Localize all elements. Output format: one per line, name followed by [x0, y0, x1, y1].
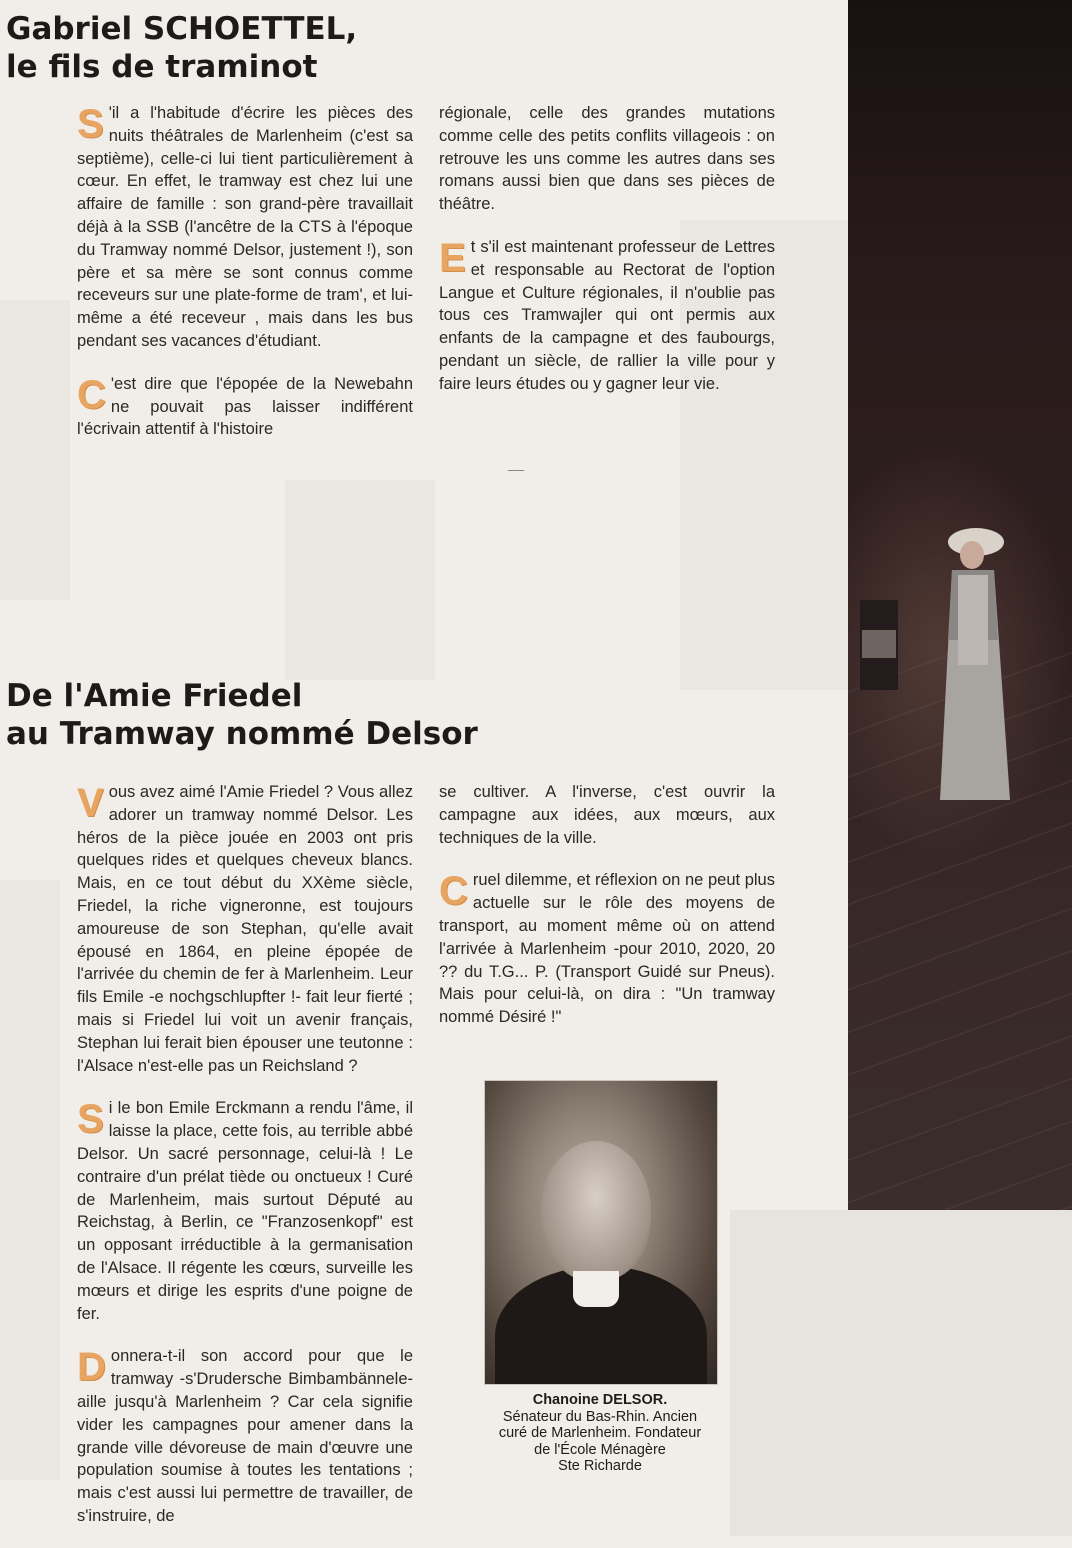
paragraph: se cultiver. A l'inverse, c'est ouvrir la campagne aux idées, aux mœurs, aux techniques de la ville. [439, 783, 775, 847]
portrait-collar [573, 1271, 619, 1307]
portrait-photo [484, 1080, 718, 1385]
article2-title-line2: au Tramway nommé Delsor [6, 716, 478, 752]
caption-line: Ste Richarde [558, 1458, 642, 1474]
paragraph: Et s'il est maintenant professeur de Lettres et responsable au Rectorat de l'option Langue et Culture régionales, il n'oublie pas tous ces Tramwajler qui ont permis aux enfants de la campagne et des faubourgs, pendant un siècle, de rallier la ville pour y faire leurs études ou y gagner leur vie. [439, 235, 775, 393]
paragraph: Vous avez aimé l'Amie Friedel ? Vous allez adorer un tramway nommé Delsor. Les héros de la pièce jouée en 2003 ont pris quelques rides et quelques cheveux blancs. Mais, en ce tout début du XXème siècle, Friedel, la riche vigneronne, est toujours amoureuse de son Stephan, qu'elle avait épousé en 1864, en pleine épopée de l'arrivée du chemin de fer à Marlenheim. Leur fils Emile -e nochgschlupfter !- fait leur fierté ; mais si Friedel lui voit un avenir français, Stephan lui ferait bien épouser une teutonne : l'Alsace n'est-elle pas un Reichsland ? [77, 781, 413, 1075]
article1-title-line2: le fils de traminot [6, 49, 318, 85]
article2-column-1 [77, 781, 413, 1548]
article1-title-line1: Gabriel SCHOETTEL, [6, 11, 358, 47]
article1-title [6, 10, 357, 86]
article2-title [6, 677, 478, 753]
drop-cap: E [439, 235, 466, 280]
article1-column-2 [439, 102, 775, 416]
caption-line: de l'École Ménagère [534, 1441, 666, 1458]
paragraph: Si le bon Emile Erckmann a rendu l'âme, il laisse la place, cette fois, au terrible abbé Delsor. Un sacré personnage, celui-là ! Le contraire d'un prélat tiède ou onctueux ! Curé de Marlenheim, mais surtout Député au Reichstag, à Berlin, ce "Franzosenkopf" est un opposant irréductible à la germanisation de l'Alsace. Il régente les cœurs, surveille les mœurs et dirige les esprits d'une poigne de fer. [77, 1097, 413, 1323]
background-bleed [285, 480, 435, 680]
stage-photo [848, 0, 1072, 1210]
background-bleed [0, 880, 60, 1480]
drop-cap: C [439, 869, 468, 914]
caption-line: curé de Marlenheim. Fondateur [498, 1425, 702, 1441]
paragraph: Cruel dilemme, et réflexion on ne peut plus actuelle sur le rôle des moyens de transport, au moment même où on attend l'arrivée à Marlenheim -pour 2010, 2020, 20 ?? du T.G... P. (Transport Guidé sur Pneus). Mais pour celui-là, on dira : "Un tramway nommé Désiré !" [439, 869, 775, 1027]
drop-cap: V [77, 781, 104, 825]
paragraph: Donnera-t-il son accord pour que le tramway -s'Drudersche Bimbambännele- aille jusqu'à Marlenheim ? Car cela signifie vider les campagnes pour amener dans la grande ville dévoreuse de main d'œuvre une population soumise à toutes les tentations ; mais c'est aussi lui permettre de travailler, de s'instruire, de [77, 1345, 413, 1525]
background-bleed [730, 1210, 1072, 1536]
caption-line: Sénateur du Bas-Rhin. Ancien [502, 1408, 698, 1425]
background-bleed [0, 300, 70, 600]
paragraph: régionale, celle des grandes mutations comme celle des petits conflits villageois : on retrouve les uns comme les autres dans ses romans aussi bien que dans ses pièces de théâtre. [439, 104, 775, 214]
article2-title-line1: De l'Amie Friedel [6, 678, 303, 714]
drop-cap: C [77, 372, 106, 417]
caption-name: Chanoine DELSOR. [532, 1392, 668, 1408]
drop-cap: S [77, 1097, 104, 1142]
drop-cap: S [77, 102, 104, 146]
paragraph: S 'il a l'habitude d'écrire les pièces des nuits théâtrales de Marlenheim (c'est sa septième), celle-ci lui tient particulièrement à cœur. En effet, le tramway est chez lui une affaire de famille : son grand-père travaillait déjà à la SSB (l'ancêtre de la CTS à l'époque du Tramway nommé Delsor, justement !), son père et sa mère se sont connus comme receveurs sur une plate-forme de tram', et lui-même a été receveur , mais dans les bus pendant ses vacances d'étudiant. [77, 102, 413, 350]
portrait-face [541, 1141, 651, 1281]
paragraph: C 'est dire que l'épopée de la Newebahn ne pouvait pas laisser indifférent l'écrivain attentif à l'histoire [77, 372, 413, 439]
article2-column-2 [439, 781, 775, 1049]
article1-column-1 [77, 102, 413, 461]
separator-dash [508, 470, 524, 471]
portrait-caption [484, 1392, 716, 1475]
drop-cap: D [77, 1345, 106, 1390]
actress-figure-icon [848, 0, 1072, 1210]
